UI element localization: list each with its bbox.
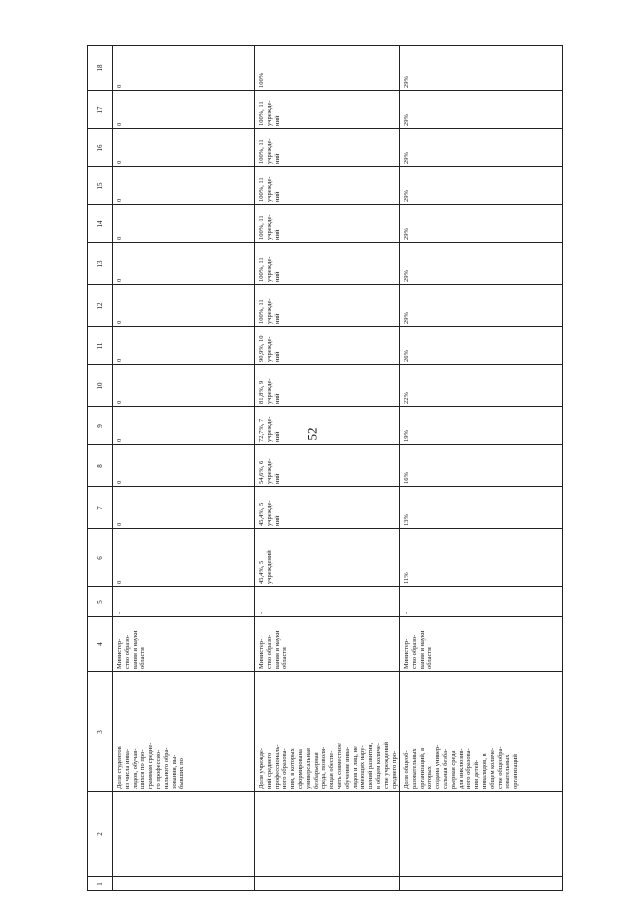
header-cell [88, 91, 113, 129]
header-cell [88, 327, 113, 365]
column-5-strip [88, 587, 563, 617]
header-cell [88, 365, 113, 407]
cell-value: 0 [116, 400, 123, 404]
cell-value: 29% [403, 152, 410, 164]
column-13-strip [88, 243, 563, 285]
header-cell [88, 46, 113, 91]
header-cell [88, 487, 113, 529]
header-number: 11 [96, 342, 104, 349]
column-17-strip [88, 91, 563, 129]
header-number: 12 [96, 302, 104, 309]
table-cell [400, 672, 563, 792]
table-cell [400, 205, 563, 243]
table-cell [400, 365, 563, 407]
cell-value: 0 [116, 198, 123, 202]
table-cell [113, 327, 255, 365]
header-number: 17 [96, 106, 104, 113]
cell-value: 0 [116, 236, 123, 240]
table-cell [255, 587, 400, 617]
table-cell [400, 407, 563, 445]
table-cell [113, 46, 255, 91]
cell-value: - [258, 611, 265, 614]
cell-value: 81,8%, 9 учрежде- ний [258, 378, 281, 404]
table-cell [400, 877, 563, 891]
table-cell [113, 587, 255, 617]
cell-value: 29% [403, 114, 410, 126]
column-2-strip [88, 792, 563, 877]
table-cell [400, 285, 563, 327]
cell-value: 29% [403, 312, 410, 324]
cell-value: 22% [403, 392, 410, 404]
header-number: 15 [96, 182, 104, 189]
table-cell [255, 285, 400, 327]
column-10-strip [88, 365, 563, 407]
table-cell [113, 285, 255, 327]
cell-value: 29% [403, 76, 410, 88]
header-number: 5 [96, 599, 104, 604]
cell-value: 0 [116, 320, 123, 324]
table-cell [113, 445, 255, 487]
indicator-table [87, 45, 563, 891]
header-cell [88, 529, 113, 587]
table-cell [113, 672, 255, 792]
table-cell [113, 487, 255, 529]
table-cell [255, 365, 400, 407]
table-cell [113, 129, 255, 167]
table-cell [255, 129, 400, 167]
header-number: 13 [96, 260, 104, 267]
table-cell [400, 46, 563, 91]
cell-value: 11% [403, 572, 410, 584]
table-cell [113, 205, 255, 243]
table-cell [113, 167, 255, 205]
executor-text: Министер- ство образо- вания и науки области [116, 630, 147, 669]
table-cell [113, 407, 255, 445]
header-number: 7 [96, 505, 104, 510]
cell-value: 13% [403, 514, 410, 526]
cell-value: 100%, 11 учрежде- ний [258, 214, 281, 240]
header-cell [88, 877, 113, 891]
table-cell [255, 792, 400, 877]
cell-value: 72,7%, 7 учрежде- ний [258, 416, 281, 442]
column-15-strip [88, 167, 563, 205]
cell-value: 0 [116, 522, 123, 526]
table-cell [255, 46, 400, 91]
header-number: 1 [96, 881, 104, 886]
header-cell [88, 617, 113, 672]
header-number: 18 [96, 64, 104, 72]
cell-value: 100%, 11 учрежде- ний [258, 138, 281, 164]
table-cell [400, 792, 563, 877]
executor-text: Министер- ство образо- вания и науки области [403, 630, 434, 669]
table-cell [255, 327, 400, 365]
header-cell [88, 243, 113, 285]
column-16-strip [88, 129, 563, 167]
cell-value: 45,4%, 5 учрежде- ний [258, 500, 281, 526]
cell-value: 100% [258, 72, 265, 88]
table-cell [255, 617, 400, 672]
cell-value: 100%, 11 учрежде- ний [258, 256, 281, 282]
column-18-strip [88, 46, 563, 91]
header-number: 6 [96, 555, 104, 560]
cell-value: 90,9%, 10 учрежде- ний [258, 335, 281, 362]
cell-value: 100%, 11 учрежде- ний [258, 100, 281, 126]
header-cell [88, 129, 113, 167]
header-number: 16 [96, 144, 104, 151]
table-cell [113, 617, 255, 672]
cell-value: 19% [403, 430, 410, 442]
table-cell [255, 407, 400, 445]
header-cell [88, 445, 113, 487]
cell-value: 0 [116, 122, 123, 126]
header-cell [88, 587, 113, 617]
table-cell [400, 487, 563, 529]
table-cell [113, 529, 255, 587]
table-cell [255, 877, 400, 891]
table-cell [113, 91, 255, 129]
column-14-strip [88, 205, 563, 243]
header-number: 10 [96, 382, 104, 389]
column-3-strip [88, 672, 563, 792]
cell-value: 0 [116, 278, 123, 282]
cell-value: 0 [116, 160, 123, 164]
cell-value: 100%, 11 учрежде- ний [258, 298, 281, 324]
table-cell [400, 529, 563, 587]
cell-value: 0 [116, 480, 123, 484]
cell-value: 29% [403, 270, 410, 282]
table-cell [255, 672, 400, 792]
table-cell [400, 617, 563, 672]
column-1-strip [88, 877, 563, 891]
cell-value: 100%, 11 учрежде- ний [258, 176, 281, 202]
table-cell [113, 243, 255, 285]
table-cell [255, 91, 400, 129]
header-cell [88, 205, 113, 243]
cell-value: - [116, 611, 123, 614]
column-4-strip [88, 617, 563, 672]
table-cell [400, 243, 563, 285]
table-cell [255, 445, 400, 487]
cell-value: 26% [403, 350, 410, 362]
cell-value: 16% [403, 472, 410, 484]
cell-value: 45,4%, 5 учреждений [258, 550, 273, 584]
header-number: 9 [96, 423, 104, 428]
cell-value: 29% [403, 190, 410, 202]
header-cell [88, 407, 113, 445]
table-cell [400, 587, 563, 617]
table-cell [400, 445, 563, 487]
cell-value: 54,6%, 6 учрежде- ний [258, 458, 281, 484]
cell-value: 0 [116, 84, 123, 88]
column-8-strip [88, 445, 563, 487]
table-cell [400, 327, 563, 365]
column-11-strip [88, 327, 563, 365]
header-cell [88, 792, 113, 877]
header-number: 4 [96, 642, 104, 646]
column-6-strip [88, 529, 563, 587]
table-cell [255, 487, 400, 529]
header-number: 3 [96, 729, 104, 734]
table-cell [400, 91, 563, 129]
header-number: 8 [96, 463, 104, 468]
indicator-text: Доля общеоб- разовательных организаций, в которых создана универ- сальная безба- рьерная среда для инклюзив- ного образова- ния детей- инвалидов, в общем количе- стве общеобра- зовательных организаций [403, 744, 520, 789]
indicator-text: Доля студентов из числа инва- лидов, обучав- шихся по про- граммам средне- го профессио- нального обра- зования, вы- бывших по [116, 742, 186, 789]
header-cell [88, 167, 113, 205]
table-cell [400, 167, 563, 205]
cell-value: - [403, 611, 410, 614]
column-9-strip [88, 407, 563, 445]
table-cell [113, 877, 255, 891]
table-cell [255, 243, 400, 285]
cell-value: 0 [116, 438, 123, 442]
header-number: 2 [96, 832, 104, 836]
header-cell [88, 672, 113, 792]
header-number: 14 [96, 220, 104, 227]
executor-text: Министер- ство образо- вания и науки области [258, 630, 289, 669]
cell-value: 29% [403, 228, 410, 240]
column-7-strip [88, 487, 563, 529]
table-cell [255, 529, 400, 587]
table-cell [255, 205, 400, 243]
indicator-text: Доля учрежде- ний среднего профессиональ- ного образова- ния, в которых сформирована универсальная безбарьерная среда, позволя- ющая обеспе- чить совместное обучение инва- лидов и лиц, не имеющих нару- шений развития, в общем количе- стве учреждений среднего про- [258, 741, 398, 789]
cell-value: 0 [116, 580, 123, 584]
column-12-strip [88, 285, 563, 327]
page-number: 52 [304, 427, 320, 441]
table-cell [113, 365, 255, 407]
table-cell [400, 129, 563, 167]
table-cell [255, 167, 400, 205]
cell-value: 0 [116, 358, 123, 362]
table-cell [113, 792, 255, 877]
header-cell [88, 285, 113, 327]
